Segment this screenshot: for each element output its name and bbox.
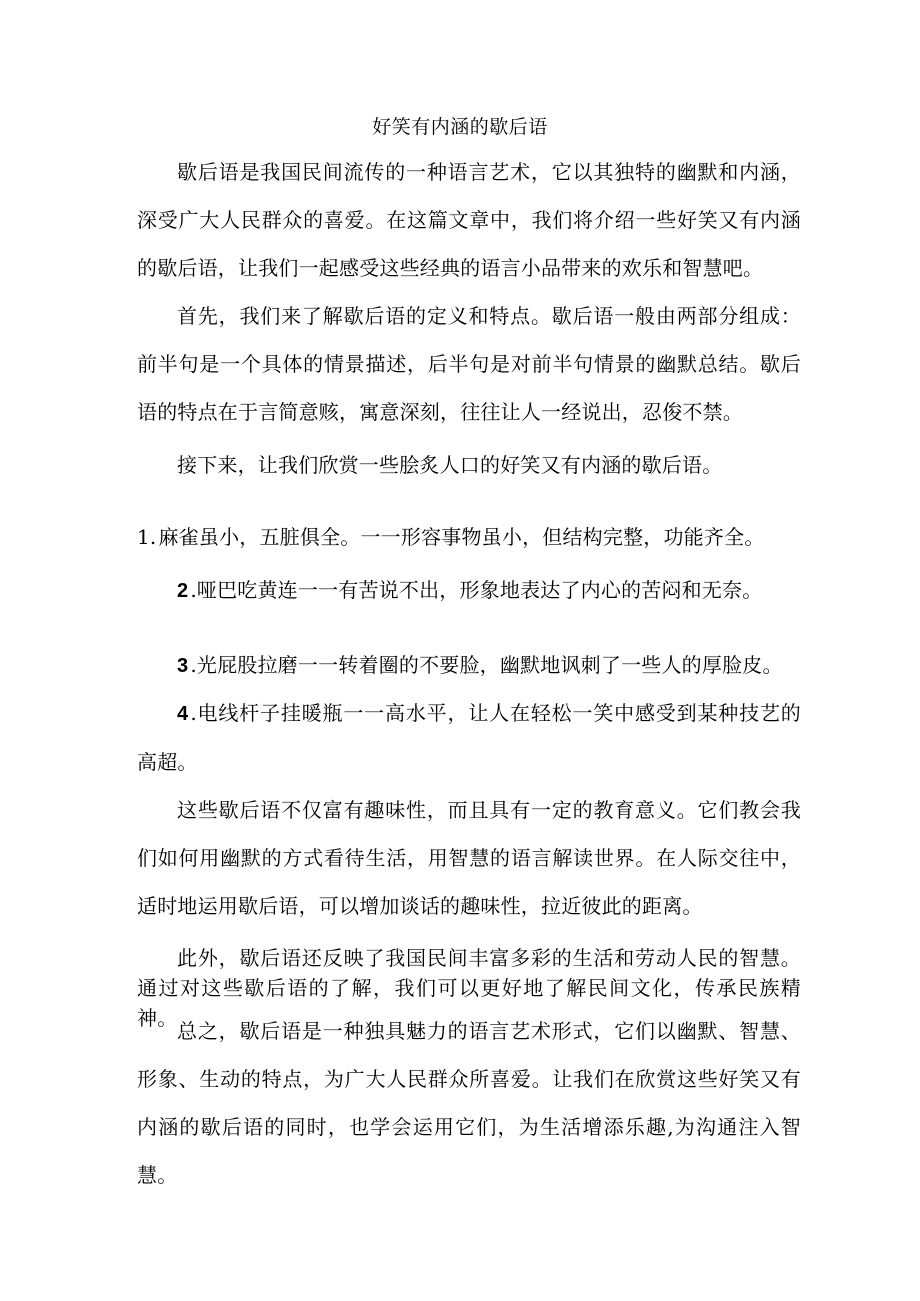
paragraph-culture: 此外，歇后语还反映了我国民间丰富多彩的生活和劳动人民的智慧。通过对这些歇后语的了解，我们可以更好地了解民间文化，传承民族精神。 xyxy=(137,946,801,1030)
paragraph-education: 这些歇后语不仅富有趣味性，而且具有一定的教育意义。它们教会我们如何用幽默的方式看待生活，用智慧的语言解读世界。在人际交往中，适时地运用歇后语，可以增加谈话的趣味性，拉近彼此的距离。 xyxy=(137,798,801,918)
list-item-number: 4 xyxy=(177,703,189,725)
list-item-text: .光屁股拉磨一一转着圈的不要脸，幽默地讽刺了一些人的厚脸皮。 xyxy=(190,653,783,677)
paragraph-definition: 首先，我们来了解歇后语的定义和特点。歇后语一般由两部分组成：前半句是一个具体的情景描述，后半句是对前半句情景的幽默总结。歇后语的特点在于言简意赅，寓意深刻，往往让人一经说出，忍俊不禁。 xyxy=(137,304,801,424)
paragraph-intro: 歇后语是我国民间流传的一种语言艺术，它以其独特的幽默和内涵，深受广大人民群众的喜爱。在这篇文章中，我们将介绍一些好笑又有内涵的歇后语，让我们一起感受这些经典的语言小品带来的欢乐和智慧吧。 xyxy=(137,160,801,280)
list-item xyxy=(137,566,801,615)
document-title: 好笑有内涵的歇后语 xyxy=(372,116,548,138)
list-item-text: .哑巴吃黄连一一有苦说不出，形象地表达了内心的苦闷和无奈。 xyxy=(190,578,763,602)
paragraph-conclusion: 总之，歇后语是一种独具魅力的语言艺术形式，它们以幽默、智慧、形象、生动的特点，为广大人民群众所喜爱。让我们在欣赏这些好笑又有内涵的歇后语的同时，也学会运用它们，为生活增添乐趣,为沟通注入智慧。 xyxy=(137,1019,801,1187)
list-item-number: 2 xyxy=(177,580,189,602)
list-item-text: 麻雀虽小，五脏俱全。一一形容事物虽小，但结构完整，功能齐全。 xyxy=(158,525,765,549)
paragraph-lead-in: 接下来，让我们欣赏一些脍炙人口的好笑又有内涵的歇后语。 xyxy=(177,453,723,477)
list-item-number: 1. xyxy=(137,525,157,549)
list-item xyxy=(137,641,801,690)
list-item-text: .电线杆子挂暖瓶一一高水平，让人在轻松一笑中感受到某种技艺的高超。 xyxy=(137,701,801,774)
list-item-number: 3 xyxy=(177,655,189,677)
list-item xyxy=(137,513,801,561)
list-item xyxy=(137,689,801,786)
